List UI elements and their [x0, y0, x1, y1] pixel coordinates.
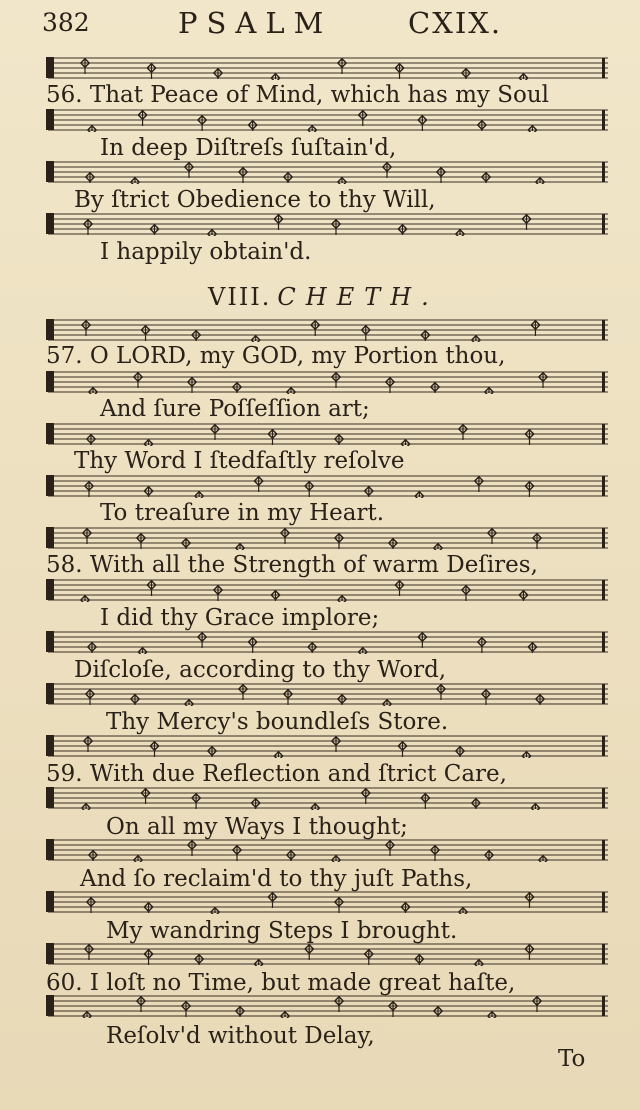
music-staff	[42, 838, 610, 862]
clef-mark	[46, 57, 54, 78]
clef-mark	[46, 423, 54, 444]
verse-line: I did thy Grace implore;	[100, 605, 380, 631]
music-staff	[42, 160, 610, 184]
clef-mark	[46, 787, 54, 808]
verse-line: 60. I loſt no Time, but made great haſte,	[46, 970, 516, 996]
music-staff	[42, 474, 610, 498]
verse-line: I happily obtain'd.	[100, 239, 312, 265]
verse-line: My wandring Steps I brought.	[106, 918, 458, 944]
music-staff	[42, 422, 610, 446]
running-header	[0, 0, 640, 48]
clef-mark	[46, 683, 54, 704]
music-staff	[42, 682, 610, 706]
clef-mark	[46, 943, 54, 964]
clef-mark	[46, 371, 54, 392]
verse-line: Thy Word I ſtedfaſtly reſolve	[74, 448, 405, 474]
verse-line: 58. With all the Strength of warm Deſires,	[46, 552, 538, 578]
verse-line: In deep Diſtreſs ſuſtain'd,	[100, 135, 397, 161]
clef-mark	[46, 319, 54, 340]
clef-mark	[46, 995, 54, 1016]
clef-mark	[46, 109, 54, 130]
music-staff	[42, 994, 610, 1018]
clef-mark	[46, 735, 54, 756]
clef-mark	[46, 839, 54, 860]
psalm-number: CXIX.	[408, 6, 503, 40]
music-staff	[42, 370, 610, 394]
page-number: 382	[42, 8, 90, 37]
verse-line: 56. That Peace of Mind, which has my Soul	[46, 82, 550, 108]
verse-line: And ſure Poſſeſſion art;	[100, 396, 370, 422]
verse-line: 59. With due Reflection and ſtrict Care,	[46, 761, 507, 787]
clef-mark	[46, 891, 54, 912]
music-staff	[42, 108, 610, 132]
verse-line: And ſo reclaim'd to thy juſt Paths,	[80, 866, 473, 892]
verse-line: Diſcloſe, according to thy Word,	[74, 657, 447, 683]
section-numeral: VIII.	[208, 283, 272, 311]
clef-mark	[46, 579, 54, 600]
music-staff	[42, 734, 610, 758]
clef-mark	[46, 213, 54, 234]
section-name: CHETH.	[277, 283, 439, 311]
music-staff	[42, 942, 610, 966]
catchword: To	[558, 1046, 586, 1072]
section-heading	[208, 283, 439, 311]
music-staff	[42, 578, 610, 602]
music-staff	[42, 786, 610, 810]
verse-line: By ſtrict Obedience to thy Will,	[74, 187, 436, 213]
verse-line: 57. O LORD, my GOD, my Portion thou,	[46, 343, 506, 369]
verse-line: To treaſure in my Heart.	[100, 500, 385, 526]
verse-line: Thy Mercy's boundleſs Store.	[106, 709, 449, 735]
clef-mark	[46, 475, 54, 496]
page-title: PSALM	[178, 6, 333, 40]
music-staff	[42, 630, 610, 654]
clef-mark	[46, 527, 54, 548]
verse-line: On all my Ways I thought;	[106, 814, 408, 840]
verse-line: Reſolv'd without Delay,	[106, 1023, 375, 1049]
music-staff	[42, 212, 610, 236]
music-staff	[42, 56, 610, 80]
clef-mark	[46, 631, 54, 652]
music-staff	[42, 318, 610, 342]
music-staff	[42, 890, 610, 914]
music-staff	[42, 526, 610, 550]
clef-mark	[46, 161, 54, 182]
